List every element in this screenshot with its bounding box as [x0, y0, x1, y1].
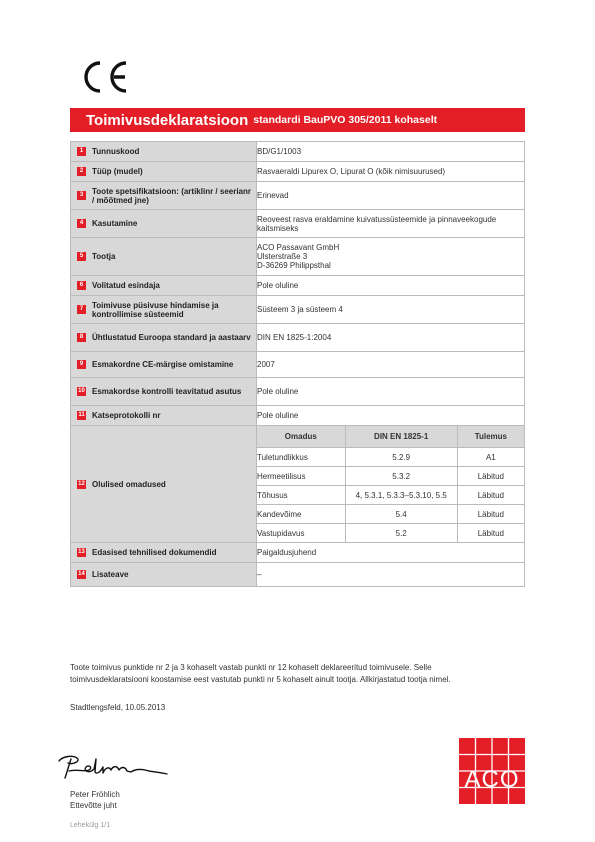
- property-row: [257, 486, 524, 505]
- logo-text: ACO: [464, 766, 520, 793]
- column-header: Tulemus: [457, 426, 524, 448]
- declaration-table: [70, 141, 525, 587]
- ce-mark: [82, 60, 132, 94]
- table-row: [71, 296, 525, 324]
- property-reference: 5.2.9: [345, 448, 457, 467]
- row-label: Ühtlustatud Euroopa standard ja aastaarv: [92, 333, 251, 342]
- properties-row: [71, 426, 525, 543]
- property-reference: 5.4: [345, 505, 457, 524]
- table-row: [71, 406, 525, 426]
- table-row: [71, 324, 525, 352]
- property-result: Läbitud: [457, 486, 524, 505]
- table-row: [71, 182, 525, 210]
- property-result: Läbitud: [477, 528, 504, 538]
- table-row: [71, 238, 525, 276]
- title-banner: [70, 108, 525, 132]
- row-number-badge: 10: [78, 388, 85, 394]
- row-label: Tüüp (mudel): [92, 167, 143, 176]
- row-value: Paigaldusjuhend: [257, 543, 525, 563]
- row-label: Tootja: [92, 252, 116, 261]
- row-number-badge: 7: [77, 305, 86, 314]
- row-number-badge: 2: [77, 167, 86, 176]
- row-value: Pole oluline: [257, 406, 525, 426]
- row-number-badge: 1: [77, 147, 86, 156]
- address-line: Ulsterstraße 3: [257, 252, 308, 261]
- row-value: Pole oluline: [257, 378, 525, 406]
- table-row: [71, 210, 525, 238]
- row-number-badge: 4: [77, 219, 86, 228]
- column-header: DIN EN 1825-1: [345, 426, 457, 448]
- property-name: Hermeetilisus: [257, 467, 345, 486]
- row-number-badge: 12: [78, 480, 85, 487]
- row-number-badge: 13: [78, 549, 85, 555]
- row-label: Toimivuse püsivuse hindamise ja kontrollimise süsteemid: [92, 300, 219, 319]
- property-result: Läbitud: [457, 467, 524, 486]
- row-label: Edasised tehnilised dokumendid: [92, 548, 217, 557]
- row-value: 2007: [257, 352, 525, 378]
- row-number-badge: 9: [77, 360, 86, 369]
- signer-block: [70, 789, 120, 811]
- row-label: Olulised omadused: [92, 479, 166, 489]
- row-label: Lisateave: [92, 570, 129, 579]
- address-line: ACO Passavant GmbH: [257, 243, 340, 252]
- property-reference: 5.2: [345, 524, 457, 543]
- row-number-badge: 8: [77, 333, 86, 342]
- document-subtitle: standardi BauPVO 305/2011 kohaselt: [253, 114, 438, 126]
- table-row: [71, 378, 525, 406]
- row-label: Katseprotokolli nr: [92, 411, 161, 420]
- property-result: A1: [457, 448, 524, 467]
- property-name: Tuletundlikkus: [257, 448, 345, 467]
- conformity-statement: [70, 662, 530, 686]
- properties-cell: [257, 426, 525, 543]
- property-row: [257, 505, 524, 524]
- row-value: DIN EN 1825-1:2004: [257, 324, 525, 352]
- table-row: [71, 352, 525, 378]
- signer-title: Ettevõtte juht: [70, 801, 117, 810]
- row-number-badge: 6: [77, 281, 86, 290]
- place-date: Stadtlengsfeld, 10.05.2013: [70, 703, 166, 712]
- property-name: Kandevõime: [257, 505, 345, 524]
- row-number-badge: 3: [77, 191, 86, 200]
- property-name: Vastupidavus: [257, 524, 345, 543]
- manufacturer-address: [257, 238, 525, 276]
- row-value: Reoveest rasva eraldamine kuivatussüsteemide ja pinnaveekogude kaitsmiseks: [257, 210, 525, 238]
- property-row: [257, 448, 524, 467]
- row-value: Süsteem 3 ja süsteem 4: [257, 296, 525, 324]
- signer-name: Peter Fröhlich: [70, 790, 120, 799]
- address-line: D-36269 Philippsthal: [257, 261, 331, 270]
- row-number-badge: 5: [77, 252, 86, 261]
- table-row: [71, 543, 525, 563]
- statement-line: Toote toimivus punktide nr 2 ja 3 kohaselt vastab punkti nr 12 kohaselt deklareeritud toimivusele. Selle: [70, 663, 432, 672]
- table-row: [71, 563, 525, 587]
- property-row: [257, 467, 524, 486]
- row-value: BD/G1/1003: [257, 142, 525, 162]
- row-label: Esmakordne CE-märgise omistamine: [92, 360, 234, 369]
- property-reference: 5.3.2: [345, 467, 457, 486]
- page-number: Lehekülg 1/1: [70, 822, 111, 829]
- row-label: Volitatud esindaja: [92, 281, 160, 290]
- signature: [55, 752, 175, 787]
- property-name: Tõhusus: [257, 486, 345, 505]
- table-row: [71, 276, 525, 296]
- column-header: Omadus: [257, 426, 345, 448]
- properties-table: [257, 426, 524, 542]
- row-label: Kasutamine: [92, 219, 138, 228]
- table-row: [71, 162, 525, 182]
- row-label: Esmakordse kontrolli teavitatud asutus: [92, 387, 242, 396]
- row-value: Rasvaeraldi Lipurex O, Lipurat O (kõik nimisuurused): [257, 162, 525, 182]
- table-row: [71, 142, 525, 162]
- row-label: Tunnuskood: [92, 147, 140, 156]
- property-row: [257, 524, 524, 543]
- statement-line: toimivusdeklaratsiooni koostamise eest vastutab punkti nr 5 kohaselt ainult tootja. Allkirjastatud tootja nimel.: [70, 675, 451, 684]
- row-number-badge: 11: [78, 412, 85, 418]
- row-value: –: [257, 563, 525, 587]
- properties-header-row: [257, 426, 524, 448]
- row-value: Pole oluline: [257, 276, 525, 296]
- row-label: Toote spetsifikatsioon: (artiklinr / seerianr / mõõtmed jne): [92, 186, 251, 205]
- document-title: Toimivusdeklaratsioon: [86, 111, 249, 129]
- row-value: Erinevad: [257, 182, 525, 210]
- property-reference: 4, 5.3.1, 5.3.3–5.3.10, 5.5: [345, 486, 457, 505]
- property-result: Läbitud: [457, 505, 524, 524]
- row-number-badge: 14: [78, 571, 85, 577]
- aco-logo: [459, 738, 525, 804]
